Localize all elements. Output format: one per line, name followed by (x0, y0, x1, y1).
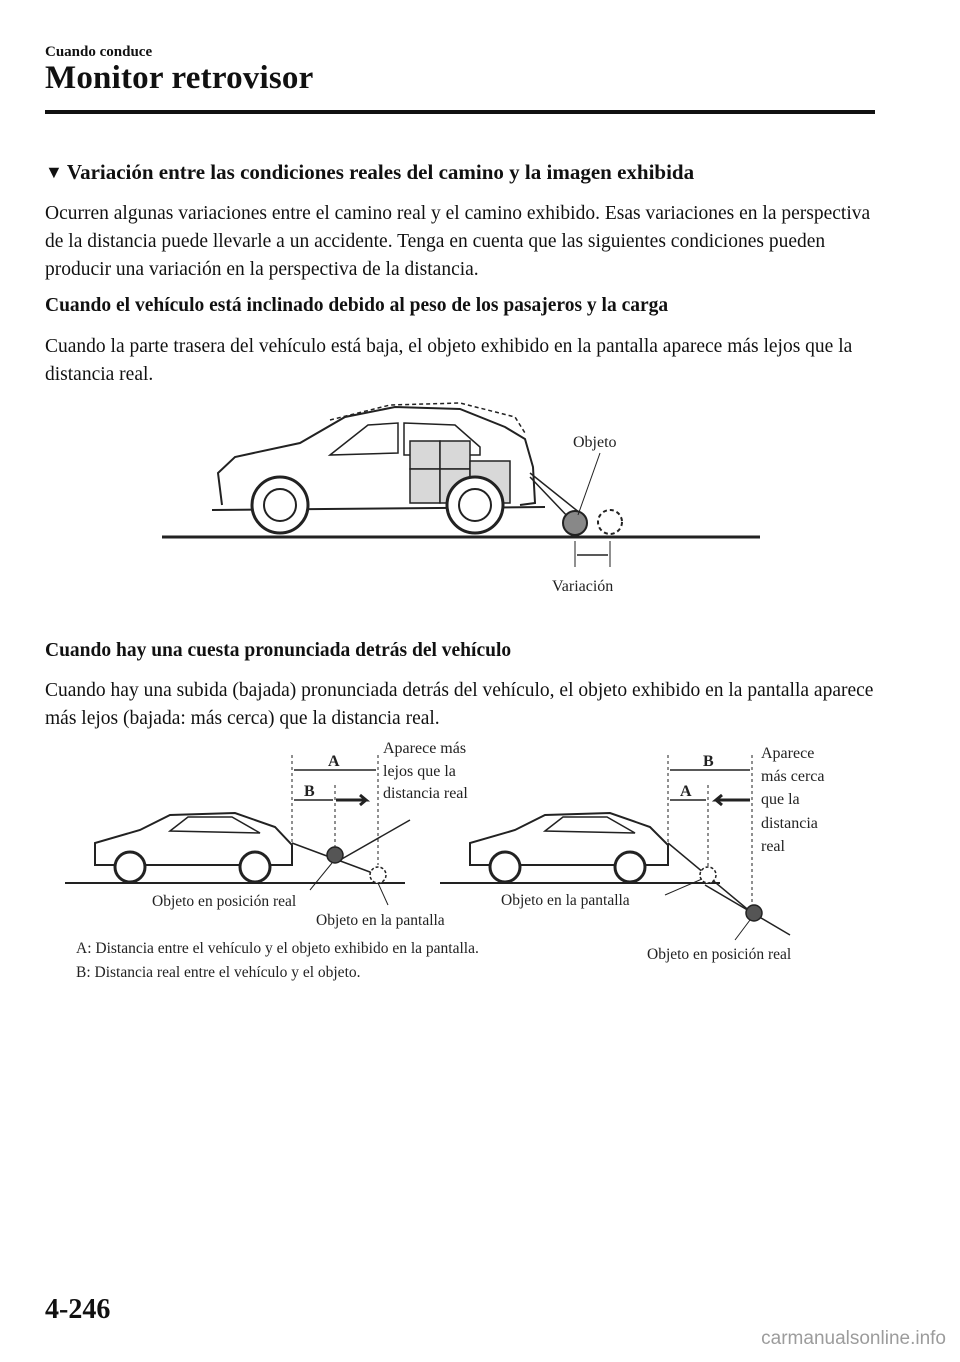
right-car-wheel-front (490, 852, 520, 882)
case2-title: Cuando hay una cuesta pronunciada detrás del vehículo (45, 640, 512, 661)
right-real-leader (735, 920, 750, 940)
left-real-leader (310, 863, 332, 890)
right-letter-b: B (703, 753, 714, 770)
left-displayed-object (370, 867, 386, 883)
case2-text: Cuando hay una subida (bajada) pronunciada detrás del vehículo, el objeto exhibido en la pantalla aparece más lejos (bajada: más cerca) que la distancia real. (45, 680, 874, 729)
section-heading (45, 160, 694, 185)
right-real-object (746, 905, 762, 921)
left-letter-a: A (328, 753, 340, 770)
left-letter-b: B (304, 783, 315, 800)
left-diagram (65, 740, 468, 929)
displayed-object (598, 510, 622, 534)
view-line-2 (530, 477, 570, 519)
right-diagram (440, 745, 825, 963)
right-pantalla-leader (665, 879, 702, 895)
case1-text: Cuando la parte trasera del vehículo está baja, el objeto exhibido en la pantalla aparece más lejos que la distancia real. (45, 336, 853, 385)
legend-b: B: Distancia real entre el vehículo y el objeto. (76, 964, 361, 981)
left-car-wheel-rear (240, 852, 270, 882)
right-note-line-4: distancia (761, 815, 818, 832)
header-rule (45, 110, 875, 114)
legend-a: A: Distancia entre el vehículo y el objeto exhibido en la pantalla. (76, 940, 479, 957)
figure-tilted-vehicle (0, 395, 960, 605)
objeto-leader (578, 453, 600, 515)
right-displayed-object (700, 867, 716, 883)
label-objeto: Objeto (573, 434, 617, 451)
right-note-line-2: más cerca (761, 768, 825, 785)
left-arrow (336, 795, 366, 805)
figure-slope (0, 735, 960, 985)
left-note-line-1: Aparece más (383, 740, 467, 757)
left-label-real: Objeto en posición real (152, 893, 297, 910)
case1-title: Cuando el vehículo está inclinado debido al peso de los pasajeros y la carga (45, 295, 669, 316)
real-object (563, 511, 587, 535)
right-note-line-1: Aparece (761, 745, 815, 762)
left-slope (340, 820, 410, 860)
right-car-wheel-rear (615, 852, 645, 882)
section-label: Cuando conduce (45, 44, 153, 60)
intro-paragraph: Ocurren algunas variaciones entre el camino real y el camino exhibido. Esas variaciones en la perspectiva de la distancia puede llevarle a un accidente. Tenga en cuenta que las siguientes condiciones pueden producir una variación en la perspectiva de la distancia. (45, 203, 871, 280)
left-car-wheel-front (115, 852, 145, 882)
left-label-pantalla: Objeto en la pantalla (316, 912, 445, 929)
left-pantalla-leader (378, 883, 388, 905)
label-variacion: Variación (552, 578, 614, 595)
right-label-pantalla: Objeto en la pantalla (501, 892, 630, 909)
section-heading-text: Variación entre las condiciones reales del camino y la imagen exhibida (66, 160, 695, 184)
left-note-line-3: distancia real (383, 785, 468, 802)
right-note-line-5: real (761, 838, 785, 855)
left-note-line-2: lejos que la (383, 763, 456, 780)
right-note-line-3: que la (761, 791, 800, 808)
page-number: 4-246 (45, 1294, 111, 1325)
right-arrow (716, 795, 750, 805)
left-real-object (327, 847, 343, 863)
page-title: Monitor retrovisor (45, 60, 314, 96)
right-label-real: Objeto en posición real (647, 946, 792, 963)
right-letter-a: A (680, 783, 692, 800)
triangle-down-icon: ▼ (45, 162, 63, 182)
watermark: carmanualsonline.info (761, 1328, 946, 1349)
